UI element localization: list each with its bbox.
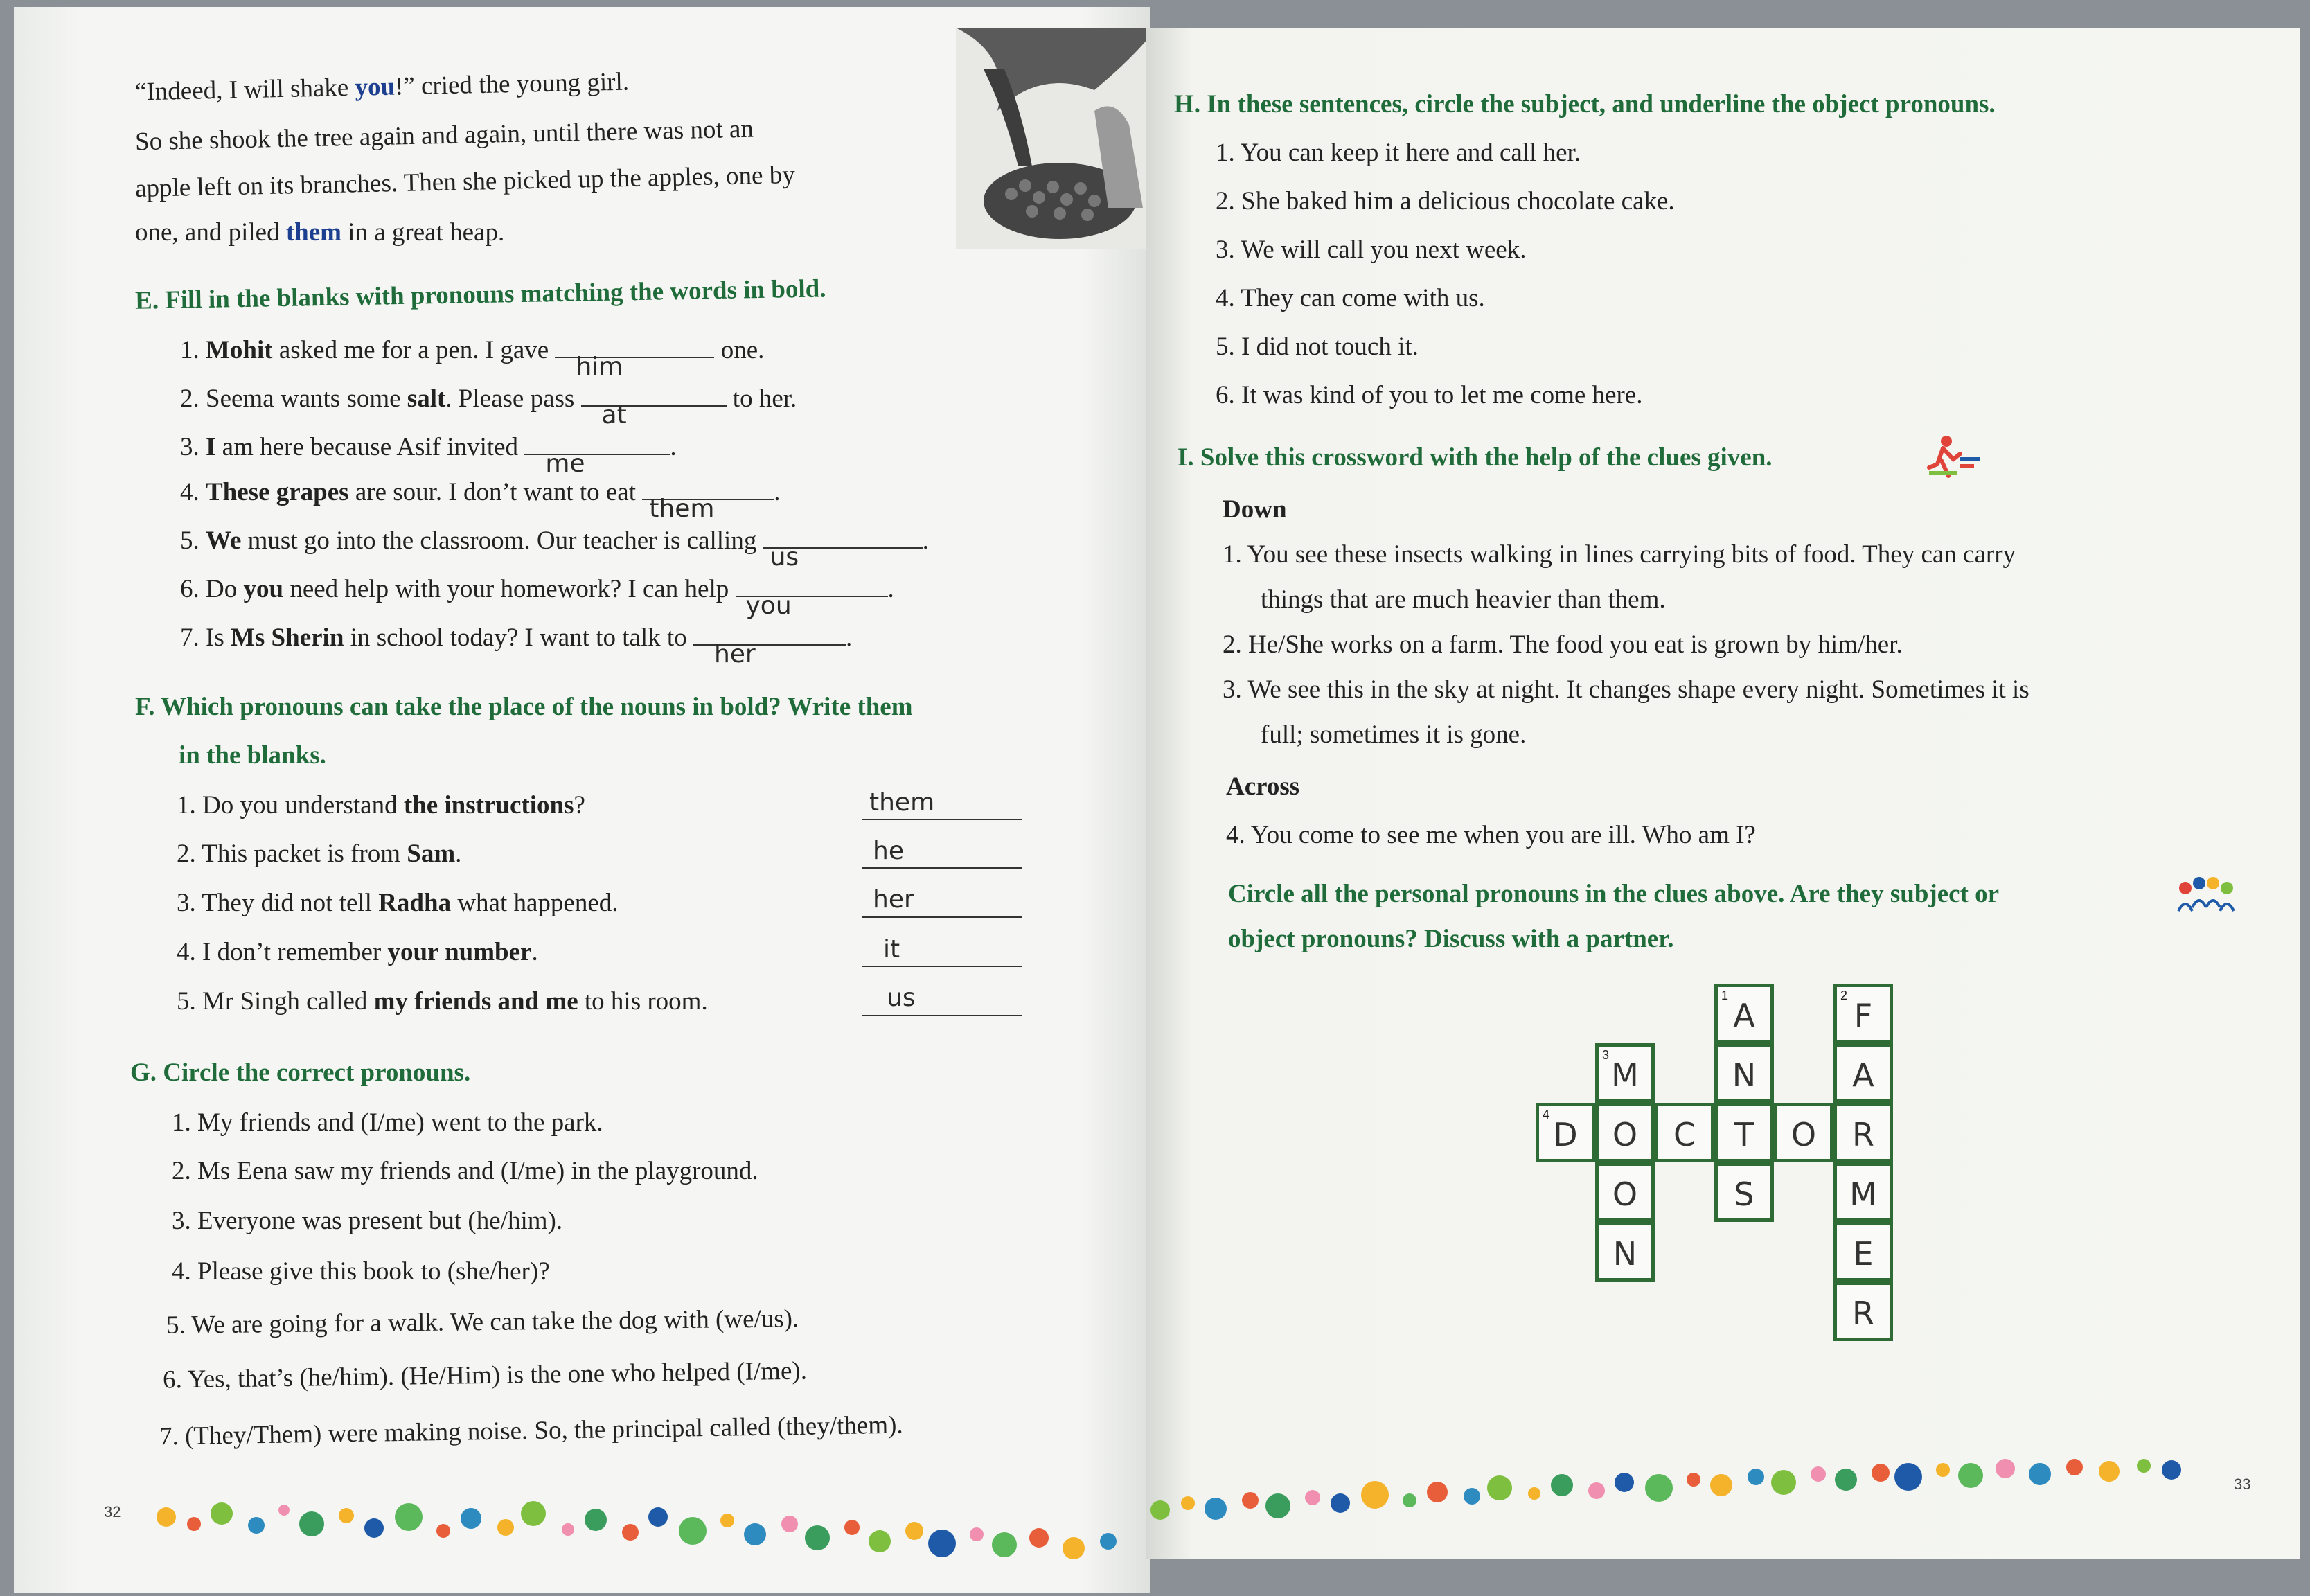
crossword-cell[interactable]: R [1833, 1103, 1893, 1162]
answer-blank[interactable] [763, 543, 923, 571]
crossword-cell[interactable]: N [1714, 1043, 1774, 1103]
g-item-1: 1. My friends and (I/me) went to the park. [172, 1108, 603, 1137]
crossword-cell[interactable]: C [1655, 1103, 1714, 1162]
down-clue-1-cont: things that are much heavier than them. [1261, 585, 1666, 614]
section-f-heading-2: in the blanks. [179, 741, 326, 770]
section-g-heading: G. Circle the correct pronouns. [130, 1058, 471, 1087]
decorative-dot-band [145, 1475, 1150, 1579]
answer-blank[interactable] [862, 1015, 1022, 1016]
discussion-prompt-2: object pronouns? Discuss with a partner. [1228, 925, 1674, 953]
discussion-prompt-1: Circle all the personal pronouns in the clues above. Are they subject or [1228, 880, 2000, 908]
answer-blank[interactable] [862, 916, 1022, 918]
f-item-2: 2. This packet is from Sam. [177, 840, 462, 868]
crossword-cell[interactable]: E [1833, 1222, 1893, 1282]
handwritten-answer: her [713, 640, 756, 668]
g-item-5: 5. We are going for a walk. We can take the dog with (we/us). [166, 1304, 799, 1340]
section-h-heading: H. In these sentences, circle the subject, and underline the object pronouns. [1174, 90, 1996, 118]
crossword-cell[interactable]: A [1833, 1043, 1893, 1103]
h-item-5: 5. I did not touch it. [1216, 332, 1419, 361]
handwritten-answer: them [649, 495, 715, 523]
g-item-6: 6. Yes, that’s (he/him). (He/Him) is the one who helped (I/me). [162, 1356, 808, 1394]
h-item-6: 6. It was kind of you to let me come here. [1216, 381, 1643, 409]
handwritten-answer: me [545, 450, 585, 478]
g-item-3: 3. Everyone was present but (he/him). [172, 1207, 563, 1235]
crossword-cell[interactable]: T [1714, 1103, 1774, 1162]
h-item-3: 3. We will call you next week. [1216, 236, 1527, 264]
crossword-cell[interactable]: O [1595, 1103, 1655, 1162]
e-item-2: 2. Seema wants some salt. Please pass at to her. [180, 384, 797, 429]
story-line-4: one, and piled them in a great heap. [135, 218, 505, 247]
handwritten-answer: us [770, 543, 799, 571]
crossword-cell[interactable]: 1 A [1714, 984, 1774, 1043]
handwritten-answer: her [873, 885, 914, 914]
down-clue-2: 2. He/She works on a farm. The food you eat is grown by him/her. [1223, 630, 1903, 659]
group-discussion-icon [2171, 873, 2241, 921]
down-clue-1: 1. You see these insects walking in lines carrying bits of food. They can carry [1223, 540, 2016, 569]
h-item-1: 1. You can keep it here and call her. [1216, 139, 1581, 167]
answer-blank[interactable] [642, 495, 774, 523]
running-figure-icon [1922, 433, 1998, 481]
handwritten-answer: them [869, 788, 935, 817]
h-item-4: 4. They can come with us. [1216, 284, 1485, 312]
answer-blank[interactable] [524, 450, 670, 478]
e-item-7: 7. Is Ms Sherin in school today? I want to talk to her . [180, 623, 853, 668]
crossword-cell[interactable]: N [1595, 1222, 1655, 1282]
answer-blank[interactable] [862, 966, 1022, 967]
crossword-cell[interactable]: 4 D [1536, 1103, 1595, 1162]
page-number: 33 [2234, 1475, 2251, 1493]
answer-blank[interactable] [555, 353, 714, 381]
down-clue-3: 3. We see this in the sky at night. It changes shape every night. Sometimes it is [1223, 675, 2029, 704]
page-number: 32 [104, 1503, 121, 1520]
e-item-3: 3. I am here because Asif invited me . [180, 433, 677, 478]
crossword-cell[interactable]: R [1833, 1282, 1893, 1341]
story-line-2: So she shook the tree again and again, until there was not an [134, 114, 754, 157]
handwritten-answer: him [576, 353, 623, 381]
crossword-cell[interactable]: O [1595, 1162, 1655, 1222]
e-item-5: 5. We must go into the classroom. Our teacher is calling us . [180, 526, 929, 571]
right-page [1146, 28, 2300, 1559]
handwritten-answer: us [887, 984, 916, 1012]
g-item-7: 7. (They/Them) were making noise. So, the principal called (they/them). [159, 1410, 903, 1451]
crossword-cell[interactable]: 2 F [1833, 984, 1893, 1043]
handwritten-answer: at [601, 401, 627, 429]
answer-blank[interactable] [862, 867, 1022, 869]
answer-blank[interactable] [736, 592, 888, 620]
crossword-cell[interactable]: O [1774, 1103, 1833, 1162]
e-item-1: 1. Mohit asked me for a pen. I gave him one. [180, 336, 765, 381]
decorative-dot-band [1146, 1455, 2227, 1531]
section-e-heading: E. Fill in the blanks with pronouns matching the words in bold. [134, 274, 826, 315]
g-item-2: 2. Ms Eena saw my friends and (I/me) in the playground. [172, 1157, 758, 1185]
f-item-3: 3. They did not tell Radha what happened. [177, 889, 619, 917]
crossword-cell[interactable]: M [1833, 1162, 1893, 1222]
handwritten-answer: it [883, 935, 900, 964]
down-clue-3-cont: full; sometimes it is gone. [1261, 720, 1527, 749]
crossword-cell[interactable]: S [1714, 1162, 1774, 1222]
handwritten-answer: he [873, 837, 904, 865]
e-item-6: 6. Do you need help with your homework? I can help you . [180, 575, 894, 620]
answer-blank[interactable] [862, 819, 1022, 820]
story-line-3: apple left on its branches. Then she picked up the apples, one by [134, 161, 796, 203]
f-item-1: 1. Do you understand the instructions? [177, 791, 585, 819]
apple-tree-illustration [956, 28, 1150, 249]
answer-blank[interactable] [581, 401, 727, 429]
f-item-5: 5. Mr Singh called my friends and me to his room. [177, 987, 708, 1016]
story-line-1: “Indeed, I will shake you!” cried the young girl. [134, 67, 630, 107]
g-item-4: 4. Please give this book to (she/her)? [172, 1257, 550, 1286]
across-label: Across [1226, 772, 1300, 801]
section-i-heading: I. Solve this crossword with the help of the clues given. [1178, 443, 1773, 472]
crossword-cell[interactable]: 3 M [1595, 1043, 1655, 1103]
answer-blank[interactable] [693, 640, 846, 668]
f-item-4: 4. I don’t remember your number. [177, 938, 538, 966]
h-item-2: 2. She baked him a delicious chocolate cake. [1216, 187, 1675, 215]
handwritten-answer: you [745, 592, 792, 620]
section-f-heading: F. Which pronouns can take the place of the nouns in bold? Write them [135, 693, 913, 721]
down-label: Down [1223, 495, 1287, 524]
across-clue-4: 4. You come to see me when you are ill. Who am I? [1226, 821, 1756, 849]
left-page [14, 7, 1150, 1593]
e-item-4: 4. These grapes are sour. I don’t want to eat them . [180, 478, 781, 523]
